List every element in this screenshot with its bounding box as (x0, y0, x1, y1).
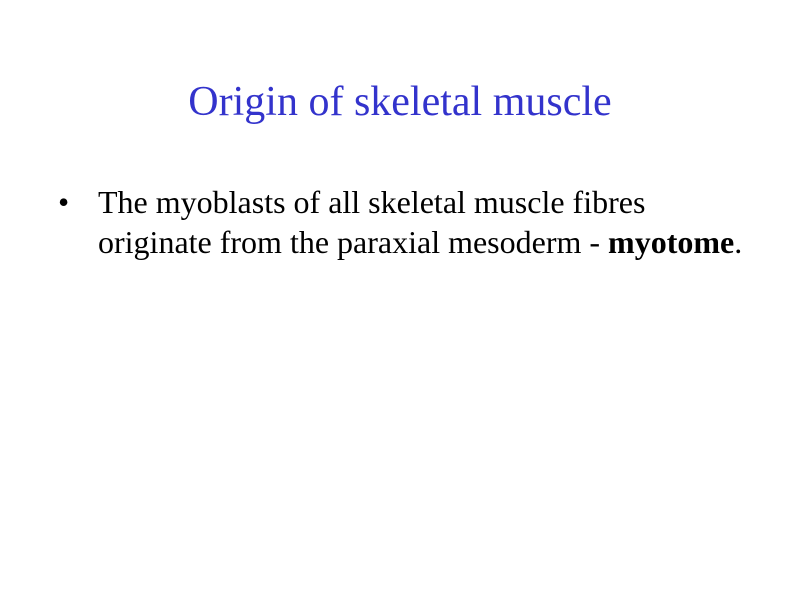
bullet-marker: • (58, 184, 70, 220)
slide-title: Origin of skeletal muscle (188, 79, 612, 125)
bullet-list (56, 182, 746, 262)
bullet-suffix: . (734, 224, 743, 260)
bullet-bold-term: myotome (608, 224, 735, 260)
bullet-item (56, 182, 746, 262)
bullet-text: The myoblasts of all skeletal muscle fibres originate from the paraxial mesoderm - (98, 184, 646, 260)
